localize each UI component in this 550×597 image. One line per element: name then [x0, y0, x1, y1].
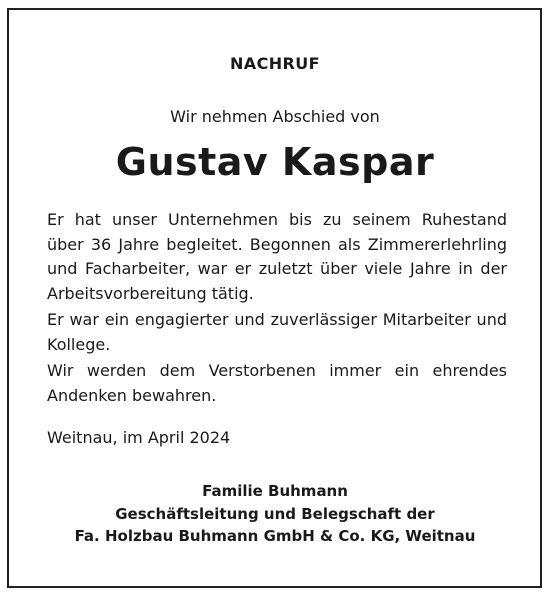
paragraph-remembrance: Wir werden dem Verstorbenen immer ein ehrendes Andenken bewahren.: [47, 361, 507, 405]
signature-block: [0, 480, 550, 548]
signature-staff: Geschäftsleitung und Belegschaft der: [115, 504, 435, 523]
obituary-heading: NACHRUF: [230, 54, 320, 73]
paragraph-colleague: Er war ein engagierter und zuverlässiger Mitarbeiter und Kollege.: [47, 310, 507, 354]
signature-family: Familie Buhmann: [202, 482, 348, 500]
paragraph-career: Er hat unser Unternehmen bis zu seinem Ruhestand über 36 Jahre begleitet. Begonnen als Zimmererlehrling und Facharbeiter, war er zuletzt über viele Jahre in der Arbeitsvorbereitung tätig.: [47, 210, 507, 303]
deceased-name: Gustav Kaspar: [115, 140, 435, 184]
place-date: Weitnau, im April 2024: [47, 428, 231, 447]
intro-line: Wir nehmen Abschied von: [170, 107, 380, 126]
signature-company: Fa. Holzbau Buhmann GmbH & Co. KG, Weitnau: [74, 527, 476, 545]
